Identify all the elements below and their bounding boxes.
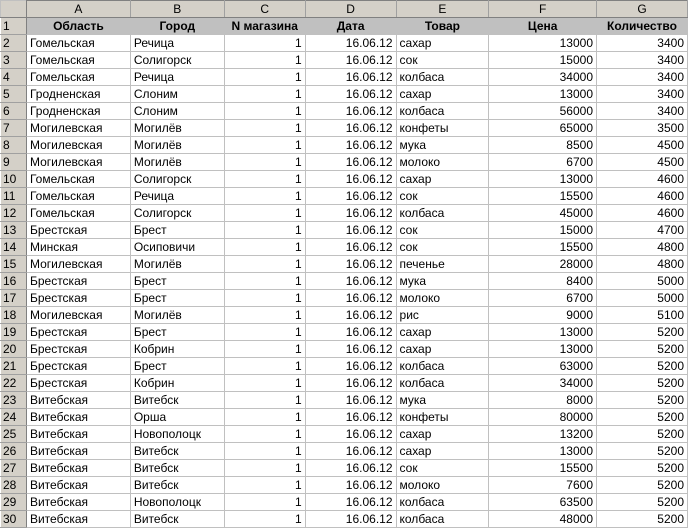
cell-store-number[interactable]: 1 bbox=[224, 290, 305, 307]
cell-region[interactable]: Гомельская bbox=[26, 35, 130, 52]
cell-date[interactable]: 16.06.12 bbox=[305, 273, 396, 290]
cell-city[interactable]: Брест bbox=[130, 273, 224, 290]
cell-city[interactable]: Могилёв bbox=[130, 137, 224, 154]
cell-region[interactable]: Витебская bbox=[26, 443, 130, 460]
row-header[interactable]: 14 bbox=[1, 239, 27, 256]
cell-price[interactable]: 15500 bbox=[489, 460, 597, 477]
cell-city[interactable]: Брест bbox=[130, 290, 224, 307]
cell-city[interactable]: Могилёв bbox=[130, 154, 224, 171]
row-header[interactable]: 2 bbox=[1, 35, 27, 52]
cell-product[interactable]: колбаса bbox=[396, 69, 489, 86]
cell-region[interactable]: Брестская bbox=[26, 222, 130, 239]
cell-store-number[interactable]: 1 bbox=[224, 358, 305, 375]
cell-city[interactable]: Осиповичи bbox=[130, 239, 224, 256]
cell-city[interactable]: Витебск bbox=[130, 511, 224, 528]
row-header[interactable]: 10 bbox=[1, 171, 27, 188]
cell-date[interactable]: 16.06.12 bbox=[305, 256, 396, 273]
header-cell-region[interactable]: Область bbox=[26, 18, 130, 35]
header-cell-store-number[interactable]: N магазина bbox=[224, 18, 305, 35]
cell-product[interactable]: колбаса bbox=[396, 375, 489, 392]
cell-region[interactable]: Брестская bbox=[26, 290, 130, 307]
table-row bbox=[1, 256, 688, 273]
cell-date[interactable]: 16.06.12 bbox=[305, 86, 396, 103]
cell-region[interactable]: Витебская bbox=[26, 392, 130, 409]
cell-price[interactable]: 13200 bbox=[489, 426, 597, 443]
table-header-row bbox=[1, 18, 688, 35]
row-header[interactable]: 22 bbox=[1, 375, 27, 392]
row-header[interactable]: 23 bbox=[1, 392, 27, 409]
cell-city[interactable]: Слоним bbox=[130, 103, 224, 120]
cell-quantity[interactable]: 4500 bbox=[597, 154, 688, 171]
cell-city[interactable]: Витебск bbox=[130, 443, 224, 460]
cell-date[interactable]: 16.06.12 bbox=[305, 35, 396, 52]
cell-quantity[interactable]: 5200 bbox=[597, 341, 688, 358]
cell-city[interactable]: Брест bbox=[130, 358, 224, 375]
cell-store-number[interactable]: 1 bbox=[224, 426, 305, 443]
cell-store-number[interactable]: 1 bbox=[224, 120, 305, 137]
cell-store-number[interactable]: 1 bbox=[224, 460, 305, 477]
cell-price[interactable]: 80000 bbox=[489, 409, 597, 426]
cell-date[interactable]: 16.06.12 bbox=[305, 307, 396, 324]
row-header[interactable]: 15 bbox=[1, 256, 27, 273]
cell-product[interactable]: сахар bbox=[396, 443, 489, 460]
cell-date[interactable]: 16.06.12 bbox=[305, 460, 396, 477]
table-row bbox=[1, 443, 688, 460]
cell-price[interactable]: 34000 bbox=[489, 69, 597, 86]
cell-product[interactable]: колбаса bbox=[396, 511, 489, 528]
cell-product[interactable]: мука bbox=[396, 273, 489, 290]
table-row bbox=[1, 171, 688, 188]
cell-price[interactable]: 15500 bbox=[489, 239, 597, 256]
row-header[interactable]: 3 bbox=[1, 52, 27, 69]
cell-quantity[interactable]: 5200 bbox=[597, 460, 688, 477]
cell-store-number[interactable]: 1 bbox=[224, 222, 305, 239]
cell-product[interactable]: молоко bbox=[396, 477, 489, 494]
cell-quantity[interactable]: 5200 bbox=[597, 477, 688, 494]
cell-store-number[interactable]: 1 bbox=[224, 86, 305, 103]
cell-product[interactable]: сок bbox=[396, 239, 489, 256]
cell-region[interactable]: Гомельская bbox=[26, 205, 130, 222]
cell-price[interactable]: 8000 bbox=[489, 392, 597, 409]
table-row bbox=[1, 188, 688, 205]
row-header[interactable]: 20 bbox=[1, 341, 27, 358]
cell-city[interactable]: Могилёв bbox=[130, 307, 224, 324]
cell-product[interactable]: мука bbox=[396, 137, 489, 154]
row-header[interactable]: 24 bbox=[1, 409, 27, 426]
cell-price[interactable]: 45000 bbox=[489, 205, 597, 222]
header-cell-price[interactable]: Цена bbox=[489, 18, 597, 35]
cell-store-number[interactable]: 1 bbox=[224, 511, 305, 528]
table-row bbox=[1, 426, 688, 443]
table-row bbox=[1, 341, 688, 358]
cell-store-number[interactable]: 1 bbox=[224, 52, 305, 69]
cell-price[interactable]: 13000 bbox=[489, 324, 597, 341]
cell-store-number[interactable]: 1 bbox=[224, 188, 305, 205]
cell-region[interactable]: Гродненская bbox=[26, 103, 130, 120]
cell-region[interactable]: Могилевская bbox=[26, 307, 130, 324]
cell-region[interactable]: Витебская bbox=[26, 511, 130, 528]
cell-product[interactable]: конфеты bbox=[396, 120, 489, 137]
cell-product[interactable]: конфеты bbox=[396, 409, 489, 426]
cell-date[interactable]: 16.06.12 bbox=[305, 290, 396, 307]
cell-region[interactable]: Брестская bbox=[26, 375, 130, 392]
cell-date[interactable]: 16.06.12 bbox=[305, 324, 396, 341]
cell-store-number[interactable]: 1 bbox=[224, 443, 305, 460]
cell-date[interactable]: 16.06.12 bbox=[305, 409, 396, 426]
cell-date[interactable]: 16.06.12 bbox=[305, 426, 396, 443]
cell-quantity[interactable]: 3400 bbox=[597, 35, 688, 52]
cell-product[interactable]: сок bbox=[396, 188, 489, 205]
cell-region[interactable]: Могилевская bbox=[26, 256, 130, 273]
cell-product[interactable]: сок bbox=[396, 460, 489, 477]
row-header[interactable]: 29 bbox=[1, 494, 27, 511]
cell-city[interactable]: Солигорск bbox=[130, 52, 224, 69]
cell-city[interactable]: Витебск bbox=[130, 477, 224, 494]
cell-date[interactable]: 16.06.12 bbox=[305, 222, 396, 239]
cell-region[interactable]: Витебская bbox=[26, 477, 130, 494]
cell-product[interactable]: сахар bbox=[396, 426, 489, 443]
cell-price[interactable]: 9000 bbox=[489, 307, 597, 324]
cell-store-number[interactable]: 1 bbox=[224, 137, 305, 154]
cell-region[interactable]: Витебская bbox=[26, 409, 130, 426]
cell-product[interactable]: колбаса bbox=[396, 494, 489, 511]
cell-quantity[interactable]: 4600 bbox=[597, 188, 688, 205]
table-row bbox=[1, 511, 688, 528]
cell-price[interactable]: 13000 bbox=[489, 86, 597, 103]
table-row bbox=[1, 137, 688, 154]
cell-city[interactable]: Солигорск bbox=[130, 205, 224, 222]
cell-store-number[interactable]: 1 bbox=[224, 239, 305, 256]
cell-region[interactable]: Могилевская bbox=[26, 137, 130, 154]
table-row bbox=[1, 409, 688, 426]
table-row bbox=[1, 154, 688, 171]
cell-store-number[interactable]: 1 bbox=[224, 154, 305, 171]
cell-date[interactable]: 16.06.12 bbox=[305, 392, 396, 409]
cell-product[interactable]: сок bbox=[396, 52, 489, 69]
cell-city[interactable]: Кобрин bbox=[130, 341, 224, 358]
table-row bbox=[1, 494, 688, 511]
cell-store-number[interactable]: 1 bbox=[224, 256, 305, 273]
cell-product[interactable]: колбаса bbox=[396, 205, 489, 222]
table-row bbox=[1, 103, 688, 120]
cell-date[interactable]: 16.06.12 bbox=[305, 137, 396, 154]
cell-city[interactable]: Речица bbox=[130, 188, 224, 205]
cell-store-number[interactable]: 1 bbox=[224, 477, 305, 494]
cell-quantity[interactable]: 3400 bbox=[597, 69, 688, 86]
cell-product[interactable]: сок bbox=[396, 222, 489, 239]
cell-date[interactable]: 16.06.12 bbox=[305, 494, 396, 511]
table-row bbox=[1, 239, 688, 256]
cell-price[interactable]: 48000 bbox=[489, 511, 597, 528]
cell-city[interactable]: Могилёв bbox=[130, 120, 224, 137]
column-header-g[interactable]: G bbox=[597, 1, 688, 18]
cell-quantity[interactable]: 4600 bbox=[597, 205, 688, 222]
cell-store-number[interactable]: 1 bbox=[224, 69, 305, 86]
row-header[interactable]: 28 bbox=[1, 477, 27, 494]
table-row bbox=[1, 392, 688, 409]
header-cell-date[interactable]: Дата bbox=[305, 18, 396, 35]
cell-city[interactable]: Витебск bbox=[130, 460, 224, 477]
cell-store-number[interactable]: 1 bbox=[224, 324, 305, 341]
cell-city[interactable]: Брест bbox=[130, 324, 224, 341]
cell-quantity[interactable]: 5200 bbox=[597, 443, 688, 460]
cell-city[interactable]: Могилёв bbox=[130, 256, 224, 273]
cell-quantity[interactable]: 3400 bbox=[597, 103, 688, 120]
cell-price[interactable]: 63000 bbox=[489, 358, 597, 375]
cell-date[interactable]: 16.06.12 bbox=[305, 477, 396, 494]
cell-store-number[interactable]: 1 bbox=[224, 409, 305, 426]
cell-product[interactable]: мука bbox=[396, 392, 489, 409]
column-header-row bbox=[1, 1, 688, 18]
cell-product[interactable]: сахар bbox=[396, 341, 489, 358]
cell-product[interactable]: сахар bbox=[396, 35, 489, 52]
cell-region[interactable]: Брестская bbox=[26, 273, 130, 290]
cell-city[interactable]: Новополоцк bbox=[130, 494, 224, 511]
cell-store-number[interactable]: 1 bbox=[224, 494, 305, 511]
cell-region[interactable]: Гомельская bbox=[26, 188, 130, 205]
cell-city[interactable]: Речица bbox=[130, 69, 224, 86]
cell-product[interactable]: молоко bbox=[396, 290, 489, 307]
cell-region[interactable]: Гомельская bbox=[26, 171, 130, 188]
cell-date[interactable]: 16.06.12 bbox=[305, 239, 396, 256]
cell-product[interactable]: колбаса bbox=[396, 358, 489, 375]
cell-price[interactable]: 63500 bbox=[489, 494, 597, 511]
cell-quantity[interactable]: 5100 bbox=[597, 307, 688, 324]
cell-price[interactable]: 15000 bbox=[489, 52, 597, 69]
cell-product[interactable]: печенье bbox=[396, 256, 489, 273]
table-row bbox=[1, 358, 688, 375]
row-header[interactable]: 6 bbox=[1, 103, 27, 120]
cell-price[interactable]: 8400 bbox=[489, 273, 597, 290]
table-row bbox=[1, 205, 688, 222]
cell-quantity[interactable]: 3400 bbox=[597, 86, 688, 103]
cell-price[interactable]: 28000 bbox=[489, 256, 597, 273]
column-header-d[interactable]: D bbox=[305, 1, 396, 18]
cell-region[interactable]: Могилевская bbox=[26, 120, 130, 137]
row-header[interactable]: 9 bbox=[1, 154, 27, 171]
table-row bbox=[1, 375, 688, 392]
cell-region[interactable]: Витебская bbox=[26, 460, 130, 477]
table-row bbox=[1, 324, 688, 341]
cell-region[interactable]: Минская bbox=[26, 239, 130, 256]
table-row bbox=[1, 69, 688, 86]
cell-price[interactable]: 15000 bbox=[489, 222, 597, 239]
cell-region[interactable]: Брестская bbox=[26, 341, 130, 358]
cell-date[interactable]: 16.06.12 bbox=[305, 511, 396, 528]
cell-price[interactable]: 13000 bbox=[489, 341, 597, 358]
table-row bbox=[1, 222, 688, 239]
table-row bbox=[1, 460, 688, 477]
cell-quantity[interactable]: 4800 bbox=[597, 256, 688, 273]
cell-quantity[interactable]: 3500 bbox=[597, 120, 688, 137]
cell-date[interactable]: 16.06.12 bbox=[305, 69, 396, 86]
row-header[interactable]: 5 bbox=[1, 86, 27, 103]
cell-date[interactable]: 16.06.12 bbox=[305, 443, 396, 460]
header-cell-city[interactable]: Город bbox=[130, 18, 224, 35]
cell-store-number[interactable]: 1 bbox=[224, 392, 305, 409]
cell-quantity[interactable]: 5200 bbox=[597, 409, 688, 426]
row-header[interactable]: 21 bbox=[1, 358, 27, 375]
cell-store-number[interactable]: 1 bbox=[224, 273, 305, 290]
cell-price[interactable]: 13000 bbox=[489, 35, 597, 52]
cell-region[interactable]: Витебская bbox=[26, 494, 130, 511]
cell-city[interactable]: Брест bbox=[130, 222, 224, 239]
table-row bbox=[1, 52, 688, 69]
row-header[interactable]: 7 bbox=[1, 120, 27, 137]
cell-city[interactable]: Солигорск bbox=[130, 171, 224, 188]
cell-price[interactable]: 8500 bbox=[489, 137, 597, 154]
row-header[interactable]: 12 bbox=[1, 205, 27, 222]
cell-city[interactable]: Речица bbox=[130, 35, 224, 52]
cell-product[interactable]: колбаса bbox=[396, 103, 489, 120]
cell-quantity[interactable]: 5200 bbox=[597, 494, 688, 511]
cell-price[interactable]: 7600 bbox=[489, 477, 597, 494]
cell-date[interactable]: 16.06.12 bbox=[305, 188, 396, 205]
row-header[interactable]: 16 bbox=[1, 273, 27, 290]
cell-store-number[interactable]: 1 bbox=[224, 35, 305, 52]
cell-date[interactable]: 16.06.12 bbox=[305, 171, 396, 188]
cell-quantity[interactable]: 5200 bbox=[597, 511, 688, 528]
cell-region[interactable]: Брестская bbox=[26, 358, 130, 375]
table-row bbox=[1, 290, 688, 307]
cell-quantity[interactable]: 4500 bbox=[597, 137, 688, 154]
row-header[interactable]: 19 bbox=[1, 324, 27, 341]
cell-product[interactable]: молоко bbox=[396, 154, 489, 171]
table-row bbox=[1, 273, 688, 290]
header-cell-product[interactable]: Товар bbox=[396, 18, 489, 35]
cell-quantity[interactable]: 5200 bbox=[597, 324, 688, 341]
row-header[interactable]: 25 bbox=[1, 426, 27, 443]
cell-store-number[interactable]: 1 bbox=[224, 205, 305, 222]
table-row bbox=[1, 477, 688, 494]
cell-region[interactable]: Гомельская bbox=[26, 52, 130, 69]
cell-quantity[interactable]: 5000 bbox=[597, 290, 688, 307]
header-cell-quantity[interactable]: Количество bbox=[597, 18, 688, 35]
cell-price[interactable]: 34000 bbox=[489, 375, 597, 392]
cell-date[interactable]: 16.06.12 bbox=[305, 154, 396, 171]
cell-price[interactable]: 56000 bbox=[489, 103, 597, 120]
cell-store-number[interactable]: 1 bbox=[224, 103, 305, 120]
row-header[interactable]: 1 bbox=[1, 18, 27, 35]
row-header[interactable]: 13 bbox=[1, 222, 27, 239]
cell-product[interactable]: сахар bbox=[396, 171, 489, 188]
select-all-corner[interactable] bbox=[1, 1, 27, 18]
cell-quantity[interactable]: 4600 bbox=[597, 171, 688, 188]
cell-quantity[interactable]: 5200 bbox=[597, 426, 688, 443]
cell-product[interactable]: рис bbox=[396, 307, 489, 324]
cell-price[interactable]: 65000 bbox=[489, 120, 597, 137]
cell-quantity[interactable]: 4700 bbox=[597, 222, 688, 239]
row-header[interactable]: 30 bbox=[1, 511, 27, 528]
cell-date[interactable]: 16.06.12 bbox=[305, 358, 396, 375]
cell-quantity[interactable]: 4800 bbox=[597, 239, 688, 256]
cell-store-number[interactable]: 1 bbox=[224, 307, 305, 324]
cell-store-number[interactable]: 1 bbox=[224, 375, 305, 392]
table-row bbox=[1, 120, 688, 137]
cell-date[interactable]: 16.06.12 bbox=[305, 341, 396, 358]
cell-store-number[interactable]: 1 bbox=[224, 341, 305, 358]
cell-price[interactable]: 6700 bbox=[489, 290, 597, 307]
row-header[interactable]: 18 bbox=[1, 307, 27, 324]
cell-region[interactable]: Витебская bbox=[26, 426, 130, 443]
cell-quantity[interactable]: 5000 bbox=[597, 273, 688, 290]
cell-city[interactable]: Витебск bbox=[130, 392, 224, 409]
column-header-c[interactable]: C bbox=[224, 1, 305, 18]
column-header-b[interactable]: B bbox=[130, 1, 224, 18]
cell-city[interactable]: Орша bbox=[130, 409, 224, 426]
row-header[interactable]: 11 bbox=[1, 188, 27, 205]
row-header[interactable]: 26 bbox=[1, 443, 27, 460]
row-header[interactable]: 8 bbox=[1, 137, 27, 154]
row-header[interactable]: 27 bbox=[1, 460, 27, 477]
cell-price[interactable]: 15500 bbox=[489, 188, 597, 205]
cell-region[interactable]: Гродненская bbox=[26, 86, 130, 103]
cell-price[interactable]: 13000 bbox=[489, 443, 597, 460]
cell-date[interactable]: 16.06.12 bbox=[305, 205, 396, 222]
cell-city[interactable]: Кобрин bbox=[130, 375, 224, 392]
cell-product[interactable]: сахар bbox=[396, 86, 489, 103]
row-header[interactable]: 4 bbox=[1, 69, 27, 86]
table-row bbox=[1, 35, 688, 52]
table-row bbox=[1, 86, 688, 103]
cell-city[interactable]: Новополоцк bbox=[130, 426, 224, 443]
cell-store-number[interactable]: 1 bbox=[224, 171, 305, 188]
column-header-e[interactable]: E bbox=[396, 1, 489, 18]
cell-date[interactable]: 16.06.12 bbox=[305, 120, 396, 137]
row-header[interactable]: 17 bbox=[1, 290, 27, 307]
cell-date[interactable]: 16.06.12 bbox=[305, 52, 396, 69]
cell-date[interactable]: 16.06.12 bbox=[305, 375, 396, 392]
column-header-a[interactable]: A bbox=[26, 1, 130, 18]
table-row bbox=[1, 307, 688, 324]
cell-quantity[interactable]: 5200 bbox=[597, 392, 688, 409]
cell-region[interactable]: Могилевская bbox=[26, 154, 130, 171]
cell-city[interactable]: Слоним bbox=[130, 86, 224, 103]
cell-price[interactable]: 13000 bbox=[489, 171, 597, 188]
cell-product[interactable]: сахар bbox=[396, 324, 489, 341]
column-header-f[interactable]: F bbox=[489, 1, 597, 18]
cell-quantity[interactable]: 5200 bbox=[597, 375, 688, 392]
cell-quantity[interactable]: 3400 bbox=[597, 52, 688, 69]
cell-quantity[interactable]: 5200 bbox=[597, 358, 688, 375]
cell-price[interactable]: 6700 bbox=[489, 154, 597, 171]
cell-region[interactable]: Брестская bbox=[26, 324, 130, 341]
cell-region[interactable]: Гомельская bbox=[26, 69, 130, 86]
cell-date[interactable]: 16.06.12 bbox=[305, 103, 396, 120]
